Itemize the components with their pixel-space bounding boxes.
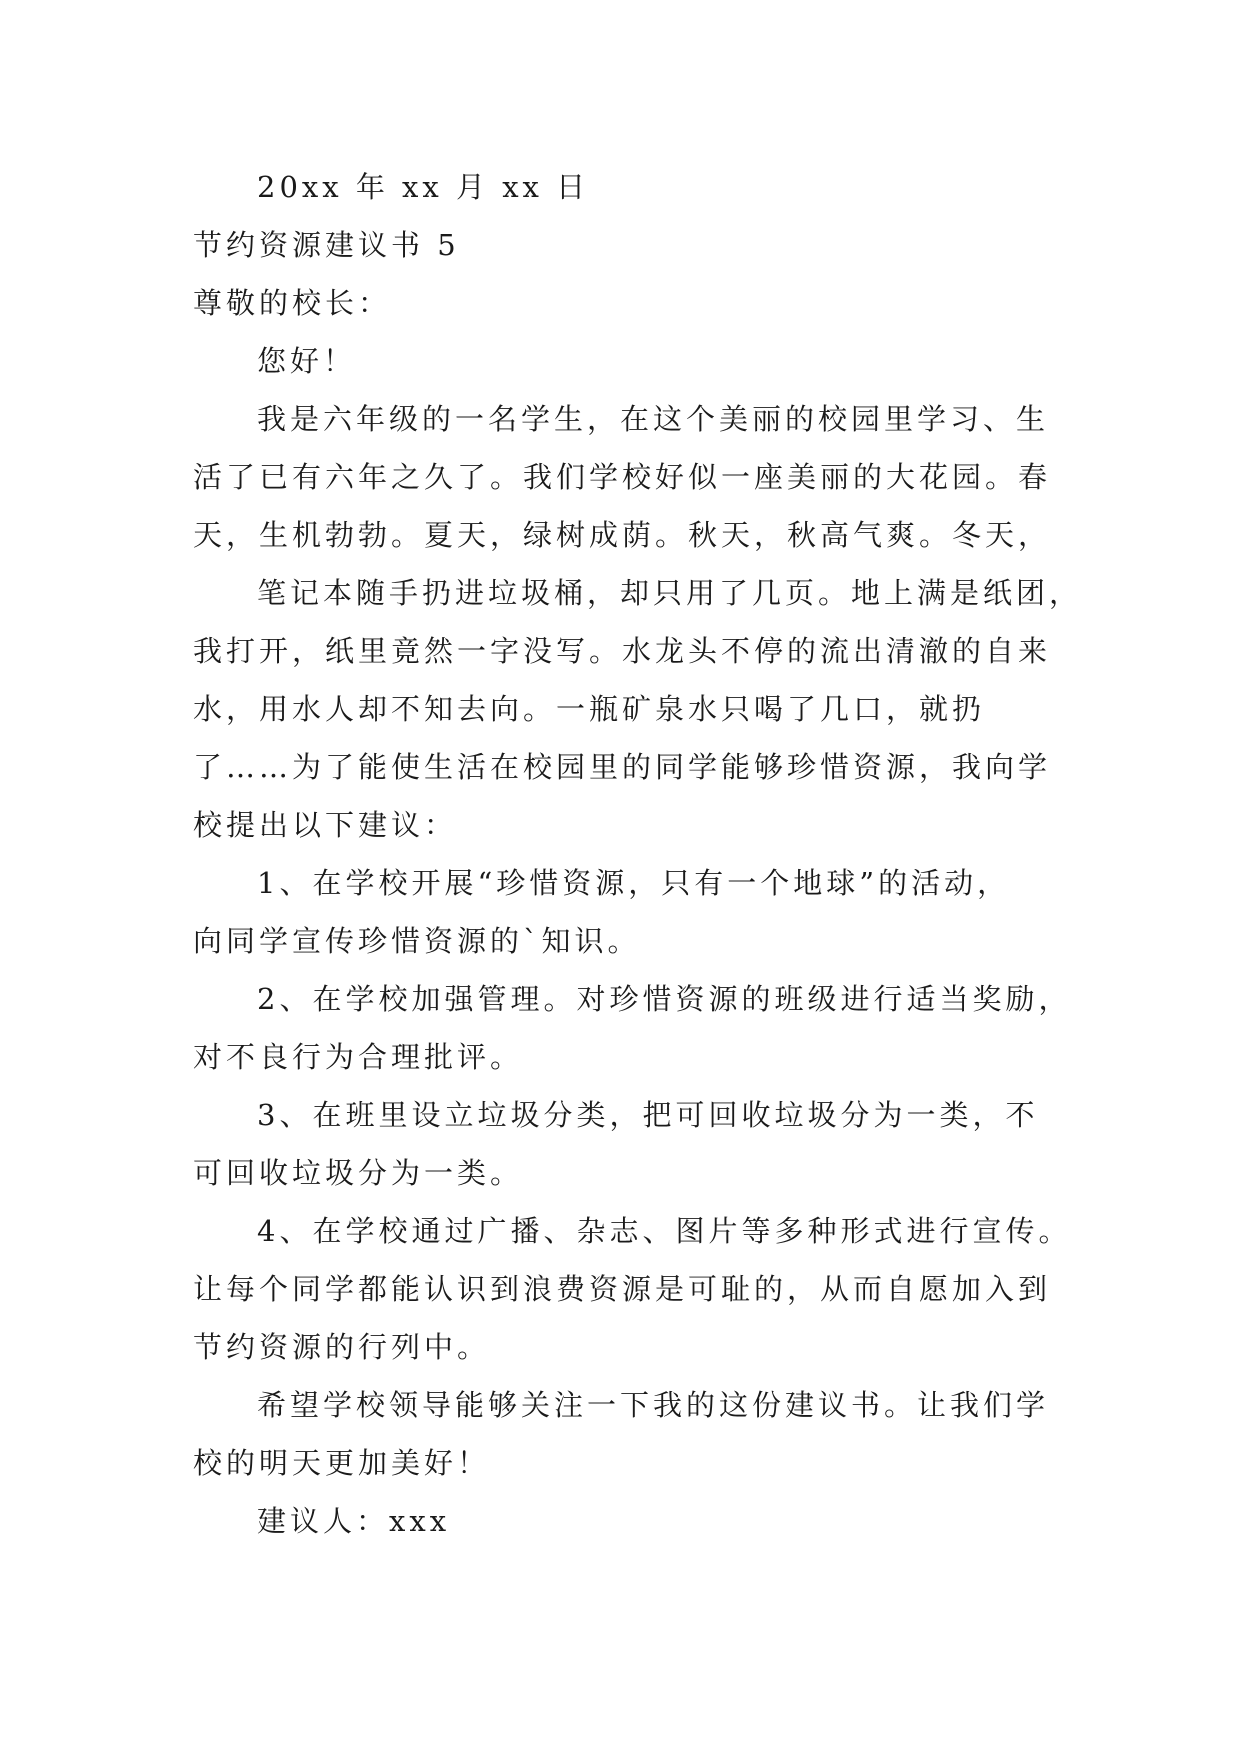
paragraph-line: 天，生机勃勃。夏天，绿树成荫。秋天，秋高气爽。冬天， (193, 518, 1052, 552)
paragraph-line: 4、在学校通过广播、杂志、图片等多种形式进行宣传。 (257, 1214, 1072, 1248)
paragraph-waste (193, 564, 1083, 854)
paragraph-line: 校的明天更加美好！ (193, 1446, 491, 1480)
salutation: 尊敬的校长： (193, 286, 392, 320)
suggestion-4 (193, 1202, 1072, 1376)
document-body (193, 158, 1083, 1550)
paragraph-line: 我打开，纸里竟然一字没写。水龙头不停的流出清澈的自来 (193, 634, 1052, 668)
paragraph-line: 节约资源的行列中。 (193, 1330, 491, 1364)
paragraph-line: 我是六年级的一名学生，在这个美丽的校园里学习、生 (257, 402, 1050, 436)
paragraph-line: 2、在学校加强管理。对珍惜资源的班级进行适当奖励， (257, 982, 1072, 1016)
paragraph-line: 活了已有六年之久了。我们学校好似一座美丽的大花园。春 (193, 460, 1052, 494)
paragraph-line: 向同学宣传珍惜资源的`知识。 (193, 924, 641, 958)
paragraph-intro (193, 390, 1063, 564)
date-line: 20xx 年 xx 月 xx 日 (257, 170, 590, 204)
paragraph-line: 让每个同学都能认识到浪费资源是可耻的，从而自愿加入到 (193, 1272, 1052, 1306)
paragraph-line: 校提出以下建议： (193, 808, 458, 842)
paragraph-line: 希望学校领导能够关注一下我的这份建议书。让我们学 (257, 1388, 1050, 1422)
paragraph-line: 3、在班里设立垃圾分类，把可回收垃圾分为一类，不 (257, 1098, 1039, 1132)
document-title: 节约资源建议书 5 (193, 228, 460, 262)
paragraph-line: 可回收垃圾分为一类。 (193, 1156, 524, 1190)
signature: 建议人：xxx (257, 1504, 451, 1538)
suggestion-2 (193, 970, 1072, 1086)
suggestion-1 (193, 854, 1063, 970)
paragraph-closing (193, 1376, 1063, 1492)
suggestion-3 (193, 1086, 1063, 1202)
greeting: 您好！ (257, 344, 357, 378)
paragraph-line: 水，用水人却不知去向。一瓶矿泉水只喝了几口，就扔 (193, 692, 986, 726)
paragraph-line: 对不良行为合理批评。 (193, 1040, 524, 1074)
paragraph-line: 笔记本随手扔进垃圾桶，却只用了几页。地上满是纸团， (257, 576, 1083, 610)
paragraph-line: 1、在学校开展“珍惜资源，只有一个地球”的活动， (257, 866, 1011, 900)
paragraph-line: 了……为了能使生活在校园里的同学能够珍惜资源，我向学 (193, 750, 1052, 784)
